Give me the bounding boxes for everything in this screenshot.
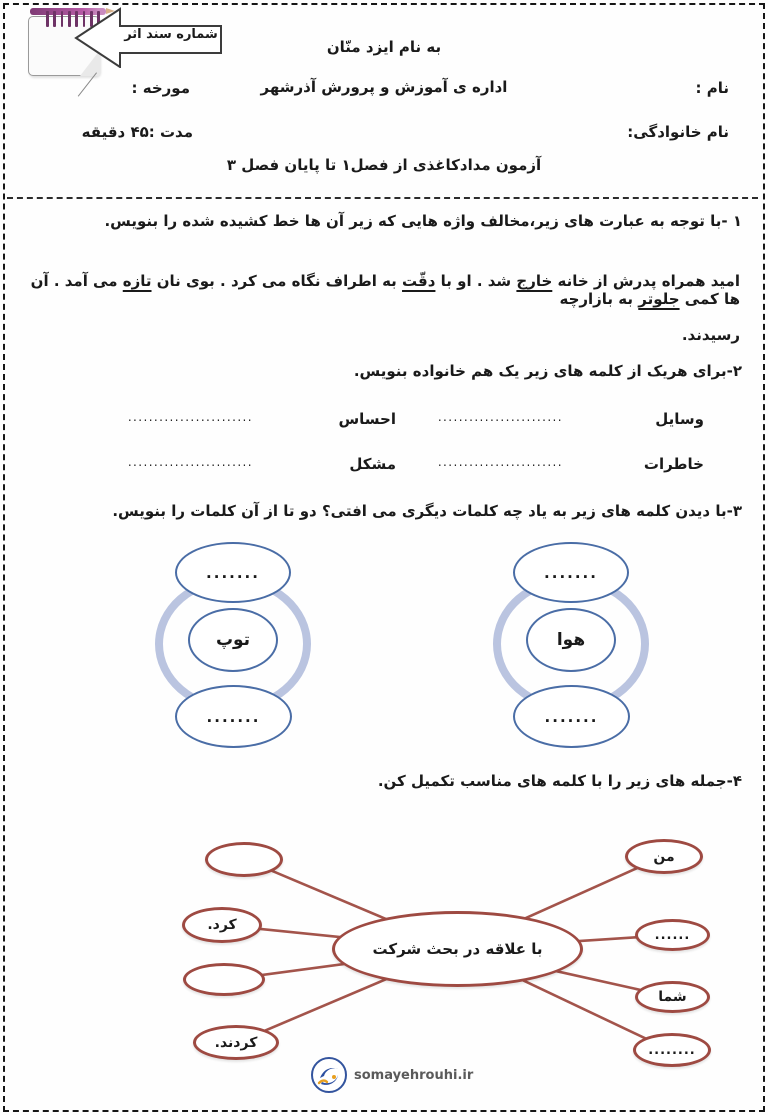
- q2-word-vasayel: وسایل: [655, 410, 704, 428]
- spider-satellite-dots: [633, 1033, 711, 1067]
- satellite-label: من: [653, 848, 675, 865]
- question-1-passage: [28, 272, 740, 308]
- placeholder-dots: .......: [544, 563, 598, 582]
- stimulus-oval: [188, 608, 278, 672]
- doc-number-label: شماره سند اثر: [124, 27, 218, 42]
- word-association-diagram-air: [490, 540, 652, 755]
- q2-answer-line: ........................: [127, 455, 253, 469]
- website-url: somayehrouhi.ir: [354, 1067, 474, 1083]
- spider-satellite-man: [625, 839, 703, 874]
- stimulus-oval: [526, 608, 616, 672]
- question-4-title: ۴-جمله های زیر را با کلمه های مناسب تکمیل کن.: [377, 772, 742, 790]
- q2-word-moshkel: مشکل: [349, 455, 396, 473]
- q2-word-ehsas: احساس: [338, 410, 396, 428]
- spider-satellite-kard: [182, 907, 262, 943]
- q2-answer-line: ........................: [437, 410, 563, 424]
- q2-word-khaterat: خاطرات: [643, 455, 704, 473]
- question-1-title: ۱ -با توجه به عبارت های زیر،مخالف واژه هایی که زیر آن ها خط کشیده شده را بنویس.: [104, 212, 742, 230]
- passage-underlined-word: جلوتر: [638, 290, 680, 308]
- bismillah-line: به نام ایزد منّان: [326, 38, 442, 56]
- spider-satellite-shoma: [635, 981, 710, 1013]
- q2-answer-line: ........................: [127, 410, 253, 424]
- answer-oval-top: [513, 542, 629, 603]
- stimulus-word: هوا: [556, 630, 586, 650]
- satellite-label: ........: [648, 1042, 696, 1058]
- spider-center-oval: [332, 911, 583, 987]
- passage-underlined-word: خارج: [516, 272, 553, 290]
- spider-satellite-kardand: [193, 1025, 279, 1060]
- answer-oval-bottom: [175, 685, 292, 748]
- question-1-passage-end: رسیدند.: [681, 326, 740, 344]
- family-name-field-label: نام خانوادگی:: [627, 123, 729, 141]
- header-separator: [7, 197, 758, 199]
- department-line: اداره ی آموزش و پرورش آذرشهر: [260, 78, 508, 96]
- placeholder-dots: .......: [206, 563, 260, 582]
- site-logo-emblem-icon: [310, 1056, 348, 1094]
- answer-oval-top: [175, 542, 291, 603]
- satellite-label: کردند.: [214, 1034, 258, 1051]
- satellite-label: شما: [658, 989, 687, 1005]
- q2-answer-line: ........................: [437, 455, 563, 469]
- passage-segment: می آمد . آن ها کمی: [30, 272, 740, 308]
- duration-label: مدت :۴۵ دقیقه: [81, 123, 193, 141]
- site-logo: [310, 1055, 473, 1095]
- doc-number-arrow: [74, 6, 224, 68]
- question-2-title: ۲-برای هریک از کلمه های زیر یک هم خانواده بنویس.: [353, 362, 742, 380]
- passage-segment: امید همراه پدرش از خانه: [552, 272, 740, 290]
- question-3-title: ۳-با دیدن کلمه های زیر به یاد چه کلمات دیگری می افتی؟ دو تا از آن کلمات را بنویس.: [112, 502, 742, 520]
- answer-oval-bottom: [513, 685, 630, 748]
- placeholder-dots: .......: [206, 707, 261, 726]
- spider-satellite-dots: [635, 919, 710, 951]
- spider-center-phrase: با علاقه در بحث شرکت: [372, 940, 543, 958]
- passage-segment: به بازارچه: [559, 290, 639, 308]
- date-field-label: مورخه :: [131, 79, 190, 97]
- stimulus-word: توپ: [215, 630, 251, 650]
- passage-segment: به اطراف نگاه می کرد . بوی نان: [151, 272, 403, 290]
- passage-underlined-word: دقّت: [402, 272, 436, 290]
- passage-underlined-word: تازه: [122, 272, 152, 290]
- satellite-label: ......: [654, 927, 691, 943]
- spider-satellite-empty: [205, 842, 283, 877]
- exam-title: آزمون مدادکاغذی از فصل۱ تا پایان فصل ۳: [226, 156, 542, 174]
- spider-satellite-empty: [183, 963, 265, 996]
- sentence-spider-diagram: [150, 820, 750, 1080]
- word-association-diagram-ball: [152, 540, 314, 755]
- passage-segment: شد . او با: [435, 272, 517, 290]
- placeholder-dots: .......: [544, 707, 599, 726]
- name-field-label: نام :: [695, 79, 729, 97]
- satellite-label: کرد.: [207, 917, 237, 933]
